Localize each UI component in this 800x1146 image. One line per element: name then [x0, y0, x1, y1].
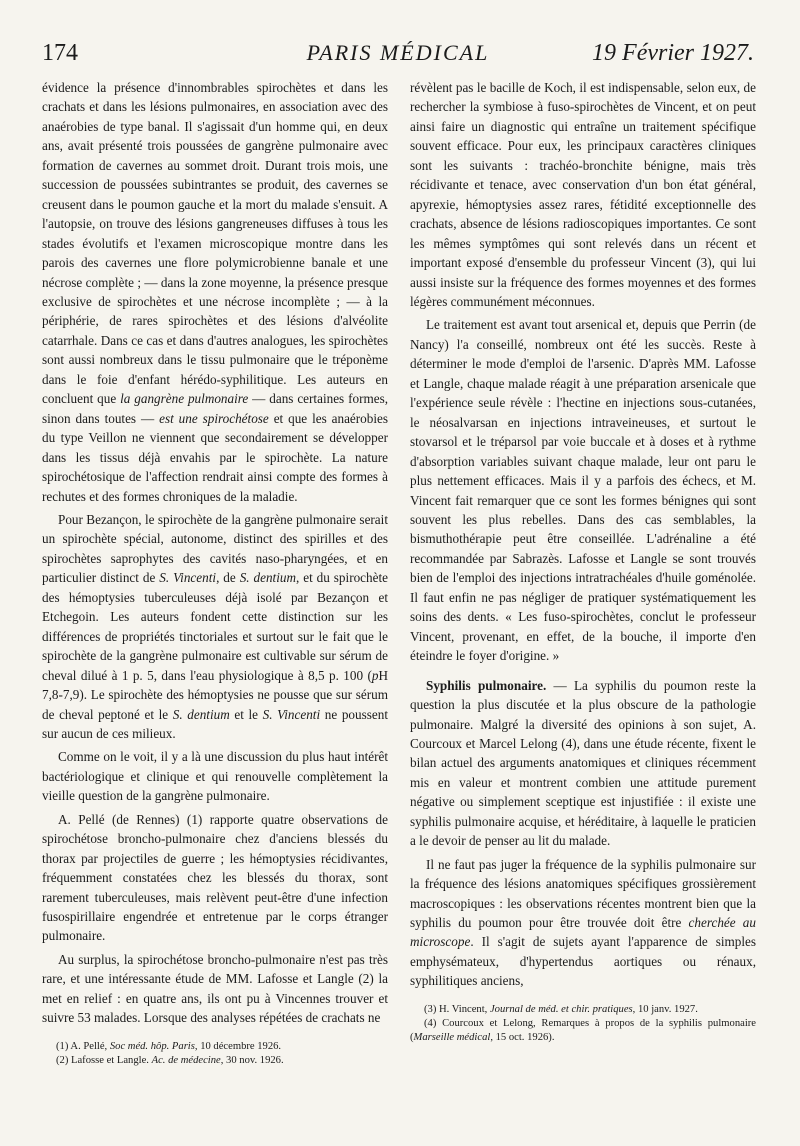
footnote: (2) Lafosse et Langle. Ac. de médecine, 30 nov. 1926.	[56, 1054, 284, 1066]
footnote: (1) A. Pellé, Soc méd. hôp. Paris, 10 décembre 1926.	[56, 1040, 282, 1052]
paragraph: Syphilis pulmonaire. — La syphilis du poumon reste la question la plus discutée et la plus obscure de la pathologie pulmonaire. Malgré la diversité des opinions à son sujet, A. Courcoux et Marcel Lelong (4), dans une étude récente, fixent le bilan actuel des arguments anatomiques et cliniques récemment mis en valeur et montrent combien une attitude purement négative ou simplement sceptique est injustifiée : il existe une syphilis pulmonaire acquise, et héréditaire, à laquelle le praticien a le devoir de penser au lit du malade.	[410, 677, 756, 849]
paragraph: révèlent pas le bacille de Koch, il est indispensable, selon eux, de rechercher la symbiose à fuso-spirochètes de Vincent, et on peut ainsi faire un diagnostic qui entraîne un traitement spécifique souvent efficace. Pour eux, les principaux caractères cliniques sont les suivants : trachéo-bronchite bénigne, mais très récidivante et tenace, avec conservation d'un bon état général, apyrexie, hémoptysies assez rares, fétidité exceptionnelle des crachats, absence de lésions radioscopiques importantes. Ce sont les mêmes symptômes qui sont relevés dans un récent et important exposé d'ensemble du professeur Vincent (3), qui lui aussi insiste sur la fréquence des formes moyennes et des formes légères communément méconnues.	[410, 80, 756, 309]
footnote: (3) H. Vincent, Journal de méd. et chir. pratiques, 10 janv. 1927.	[424, 1003, 698, 1015]
footnote: (4) Courcoux et Lelong, Remarques à propos de la syphilis pulmonaire (Marseille médical, 15 oct. 1926).	[410, 1017, 756, 1043]
footnotes	[42, 1040, 388, 1068]
paragraph: Il ne faut pas juger la fréquence de la syphilis pulmonaire sur la fréquence des lésions anatomiques spécifiques grossièrement macroscopiques : les observations récentes montrent bien que la syphilis du poumon pour être trouvée doit être cherchée au microscope. Il s'agit de sujets ayant l'apparence de simples emphysémateux, d'hypertendus aortiques ou rénaux, syphilitiques anciens,	[410, 856, 756, 989]
journal-title: PARIS MÉDICAL	[306, 40, 490, 65]
footnotes	[410, 1003, 756, 1045]
paragraph: Le traitement est avant tout arsenical et, depuis que Perrin (de Nancy) l'a conseillé, nombreux ont été les succès. Reste à déterminer le mode d'emploi de l'arsenic. D'après MM. Lafosse et Langle, chaque malade réagit à une préparation arsenicale que l'expérience seule révèle : l'hectine en injections sous-cutanées, le néosalvarsan en injections intraveineuses, et surtout le stovarsol et le tréparsol par voie buccale et à doses et à rythme d'absorption variables suivant chaque malade, leur ont paru le plus nettement efficaces. Mais il y a parfois des échecs, et M. Vincent fait remarquer que ce sont les formes bénignes qui sont souvent les plus rebelles. Dans des cas semblables, la bismuthothérapie peut être conseillée. L'adrénaline a été recommandée par Sabrazès. Lafosse et Langle se sont trouvés bien de l'emploi des injections intratrachéales d'huile goménolée. Il faut enfin ne pas négliger de pratiquer systématiquement les soins des dents. « Les fuso-spirochètes, conclut le professeur Vincent, provenant, en effet, de la bouche, il importe d'en éteindre le foyer d'origine. »	[410, 317, 756, 664]
paragraph: Comme on le voit, il y a là une discussion du plus haut intérêt bactériologique et clinique et qui renouvelle complètement la vieille question de la gangrène pulmonaire.	[42, 749, 388, 804]
page-number: 174	[42, 40, 78, 66]
paragraph: Pour Bezançon, le spirochète de la gangrène pulmonaire serait un spirochète spécial, autonome, distinct des spirilles et des spirochètes saprophytes des cavités naso-pharyngées, et en particulier distinct de S. Vincenti, de S. dentium, et du spirochète des hémoptysies tuberculeuses déjà isolé par Bezançon et Etchegoin. Les auteurs fondent cette distinction sur les différences de propriétés tinctoriales et surtout sur le fait que le spirochète de la gangrène pulmonaire est cultivable sur sérum de cheval dilué à 1 p. 5, dans l'eau physiologique à 8,5 p. 100 (pH 7,8-7,9). Le spirochète des hémoptysies ne pousse que sur sérum de cheval peptoné et le S. dentium et le S. Vincenti ne poussent sur aucun de ces milieux.	[42, 511, 388, 741]
issue-date: 19 Février 1927.	[592, 40, 754, 66]
section-heading: Syphilis pulmonaire.	[426, 677, 547, 693]
right-column	[410, 78, 756, 1045]
page-header	[42, 40, 754, 70]
paragraph: Au surplus, la spirochétose broncho-pulmonaire n'est pas très rare, et une intéressante étude de MM. Lafosse et Langle (2) la met en relief : en quatre ans, ils ont pu à Vincennes trouver et suivre 53 malades. Lorsque des analyses répétées de crachats ne	[42, 951, 388, 1026]
left-column	[42, 78, 388, 1068]
paragraph: évidence la présence d'innombrables spirochètes et dans les crachats et dans les lésions pulmonaires, en association avec des anaérobies de type banal. Il s'agissait d'un homme qui, en deux ans, avait présenté trois poussées de gangrène pulmonaire avec formation de cavernes au sommet droit. Durant trois mois, une succession de poussées subintrantes se produit, des cavernes se creusent dans le poumon gauche et la mort du malade s'ensuit. A l'autopsie, on trouve des lésions gangreneuses diffuses à tous les stades évolutifs et l'examen microscopique montre dans les parois des cavernes une flore polymicrobienne banale et une nécrose complète ; — dans la zone moyenne, la présence presque exclusive de spirochètes et une nécrose incomplète ; — à la périphérie, de rares spirochètes et des lésions d'alvéolite catarrhale. Dans ce cas et dans d'autres analogues, les spirochètes sont aussi nombreux dans le tissu pulmonaire que le tréponème dans le foie d'enfant hérédo-syphilitique. Les auteurs en concluent que la gangrène pulmonaire — dans certaines formes, sinon dans toutes — est une spirochétose et que les anaérobies du type Veillon ne viennent que secondairement se développer dans les tissus déjà envahis par le spirochète. La nature spirochétosique de l'affection rendrait ainsi compte des formes à rechutes et des formes chroniques de la maladie.	[42, 80, 389, 504]
paragraph: A. Pellé (de Rennes) (1) rapporte quatre observations de spirochétose broncho-pulmonaire chez d'anciens blessés du thorax par projectiles de guerre ; les hémoptysies récidivantes, fréquemment constatées chez les blessés du thorax, sont rarement tuberculeuses, mais relèvent peut-être d'une infection fusospirillaire engendrée et entretenue par le corps étranger pulmonaire.	[42, 811, 388, 944]
